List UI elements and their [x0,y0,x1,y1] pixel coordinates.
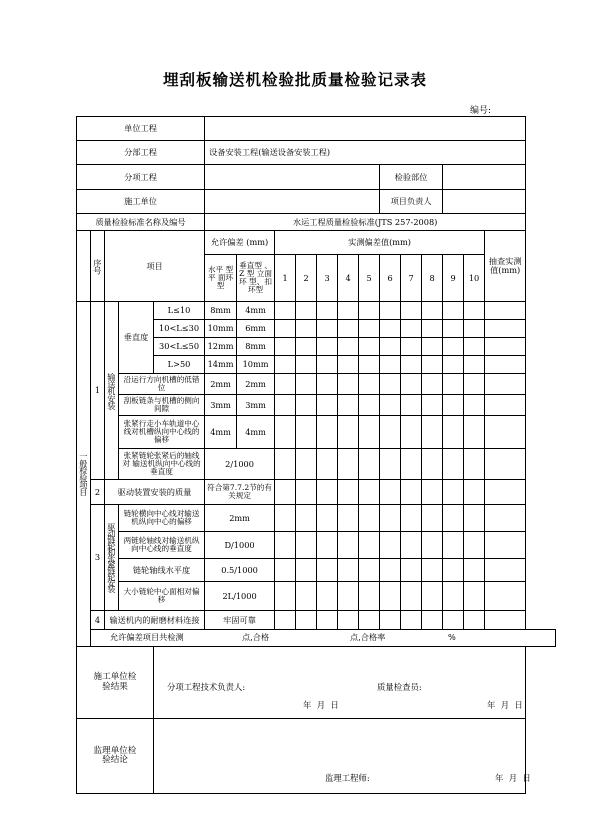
vertical-value: 3mm [237,395,275,416]
row-label: 30<L≤50 [154,338,205,356]
division-project-value[interactable]: 设备安装工程(输送设备安装工程) [205,141,526,165]
row-label: 大小链轮中心面相对偏移 [119,582,205,611]
row-label: L≤10 [154,302,205,320]
measure-cell[interactable] [296,416,317,449]
measure-cell[interactable] [275,532,296,559]
measure-cell[interactable] [317,505,338,532]
measure-cell[interactable] [422,374,443,395]
measure-cell[interactable] [359,449,380,480]
horizontal-value: 4mm [205,416,237,449]
measure-cell[interactable] [296,611,317,630]
measure-cell[interactable] [338,320,359,338]
measure-cell[interactable] [380,338,401,356]
summary-percent: % [448,631,456,642]
measure-cell[interactable] [422,338,443,356]
construction-unit-value[interactable] [205,190,380,214]
unit-project-value[interactable] [205,117,526,141]
supervision-date: 年 月 日 [495,772,531,783]
checked-cell[interactable] [485,338,526,356]
measure-cell[interactable] [275,320,296,338]
vertical-value: 8mm [237,338,275,356]
col-num-2: 2 [296,255,317,302]
measure-cell[interactable] [338,338,359,356]
checked-cell[interactable] [485,505,526,532]
measure-cell[interactable] [275,611,296,630]
measure-cell[interactable] [380,320,401,338]
measure-cell[interactable] [464,559,485,582]
measure-cell[interactable] [401,505,422,532]
col-num-1: 1 [275,255,296,302]
measure-cell[interactable] [401,320,422,338]
supervision-result-label: 监理单位检验结论 [77,719,154,794]
measure-cell[interactable] [296,395,317,416]
allowed-value: 2mm [205,505,275,532]
measure-cell[interactable] [443,374,464,395]
measure-cell[interactable] [359,302,380,320]
measure-cell[interactable] [380,395,401,416]
measure-cell[interactable] [443,356,464,374]
measure-cell[interactable] [380,374,401,395]
measure-cell[interactable] [359,532,380,559]
col-num-8: 8 [422,255,443,302]
measure-cell[interactable] [338,302,359,320]
measure-cell[interactable] [275,302,296,320]
measure-cell[interactable] [464,611,485,630]
measure-cell[interactable] [296,582,317,611]
measure-cell[interactable] [401,338,422,356]
checked-cell[interactable] [485,320,526,338]
measure-cell[interactable] [443,532,464,559]
measure-cell[interactable] [401,532,422,559]
checked-cell[interactable] [485,480,526,505]
vertical-value: 4mm [237,302,275,320]
measure-cell[interactable] [338,449,359,480]
measure-cell[interactable] [443,559,464,582]
measure-cell[interactable] [317,532,338,559]
measure-cell[interactable] [338,395,359,416]
measure-cell[interactable] [464,338,485,356]
measure-cell[interactable] [296,532,317,559]
row-label: 张紧行走小车轨道中心线对机槽纵向中心线的偏移 [119,416,205,449]
measure-cell[interactable] [296,320,317,338]
inspection-part-label: 检验部位 [380,165,443,190]
summary-label: 允许偏差项目共检测 [110,631,184,642]
checked-cell[interactable] [485,611,526,630]
measure-cell[interactable] [464,505,485,532]
measure-cell[interactable] [275,416,296,449]
general-items-section: 一般检验项目 [77,302,91,647]
measure-cell[interactable] [296,505,317,532]
measure-cell[interactable] [275,559,296,582]
allowed-value: 2/1000 [205,449,275,480]
measure-cell[interactable] [359,395,380,416]
supervision-result-area[interactable] [154,719,531,794]
measure-cell[interactable] [401,302,422,320]
measure-cell[interactable] [380,532,401,559]
measure-cell[interactable] [338,532,359,559]
checked-cell[interactable] [485,395,526,416]
measure-cell[interactable] [401,416,422,449]
allowed-value: 0.5/1000 [205,559,275,582]
col-num-7: 7 [401,255,422,302]
supervision-engineer-label: 监理工程师: [325,772,370,783]
horizontal-value: 2mm [205,374,237,395]
vertical-value: 6mm [237,320,275,338]
measure-cell[interactable] [275,480,296,505]
measure-cell[interactable] [275,505,296,532]
measure-cell[interactable] [296,559,317,582]
measure-cell[interactable] [380,449,401,480]
measure-cell[interactable] [464,582,485,611]
row-label: 沿运行方向机槽的低错位 [119,374,205,395]
measured-deviation-header: 实测偏差值(mm) [275,231,485,255]
measure-cell[interactable] [380,480,401,505]
vertical-value: 10mm [237,356,275,374]
measure-cell[interactable] [422,505,443,532]
measure-cell[interactable] [422,356,443,374]
measure-cell[interactable] [464,356,485,374]
general-items-top [77,231,91,302]
allowed-value: 牢固可靠 [205,611,275,630]
measure-cell[interactable] [275,374,296,395]
measure-cell[interactable] [380,582,401,611]
measure-cell[interactable] [443,505,464,532]
col-num-6: 6 [380,255,401,302]
measure-cell[interactable] [359,480,380,505]
horizontal-value: 8mm [205,302,237,320]
standard-label: 质量检验标准名称及编号 [77,214,205,231]
measure-cell[interactable] [380,416,401,449]
item-1-number: 1 [91,302,105,480]
standard-value: 水运工程质量检验标准(JTS 257-2008) [205,214,526,231]
form-title: 埋刮板输送机检验批质量检验记录表 [162,71,427,89]
measure-cell[interactable] [464,449,485,480]
measure-cell[interactable] [422,302,443,320]
allowed-value: 2L/1000 [205,582,275,611]
measure-cell[interactable] [422,395,443,416]
measure-cell[interactable] [338,416,359,449]
inspection-record-table [76,116,556,794]
measure-cell[interactable] [317,480,338,505]
measure-cell[interactable] [443,480,464,505]
measure-cell[interactable] [317,320,338,338]
row-label: 链轮轴线水平度 [119,559,205,582]
vertical-value: 4mm [237,416,275,449]
summary-row [91,630,556,647]
measure-cell[interactable] [317,374,338,395]
checked-cell[interactable] [485,532,526,559]
measure-cell[interactable] [338,505,359,532]
construction-result-area[interactable] [154,647,526,719]
allowed-value: D/1000 [205,532,275,559]
measure-cell[interactable] [296,302,317,320]
measure-cell[interactable] [275,395,296,416]
measure-cell[interactable] [317,416,338,449]
col-num-10: 10 [464,255,485,302]
conveyor-install-section: 输送机安装 [105,302,119,480]
measure-cell[interactable] [443,416,464,449]
measure-cell[interactable] [359,356,380,374]
measure-cell[interactable] [464,480,485,505]
construction-unit-label: 施工单位 [77,190,205,214]
measure-cell[interactable] [359,320,380,338]
measure-cell[interactable] [338,480,359,505]
measure-cell[interactable] [422,611,443,630]
measure-cell[interactable] [275,356,296,374]
measure-cell[interactable] [422,449,443,480]
measure-cell[interactable] [401,559,422,582]
measure-cell[interactable] [317,356,338,374]
row-label: 张紧链轮张紧后的轴线对 输送机纵向中心线的垂直度 [119,449,205,480]
vertical-value: 2mm [237,374,275,395]
measure-cell[interactable] [401,374,422,395]
measure-cell[interactable] [359,338,380,356]
summary-points-pass: 点,合格 [242,631,270,642]
measure-cell[interactable] [317,449,338,480]
measure-cell[interactable] [359,374,380,395]
doc-number-label: 编号: [470,106,492,116]
measure-cell[interactable] [380,559,401,582]
measure-cell[interactable] [317,302,338,320]
horizontal-value: 10mm [205,320,237,338]
measure-cell[interactable] [317,582,338,611]
measure-cell[interactable] [443,449,464,480]
measure-cell[interactable] [275,338,296,356]
measure-cell[interactable] [464,320,485,338]
measure-cell[interactable] [380,505,401,532]
checked-cell[interactable] [485,416,526,449]
measure-cell[interactable] [422,416,443,449]
measure-cell[interactable] [401,449,422,480]
tech-leader-label: 分项工程技术负责人: [167,681,246,692]
measure-cell[interactable] [422,532,443,559]
measure-cell[interactable] [296,480,317,505]
measure-cell[interactable] [443,338,464,356]
measure-cell[interactable] [464,532,485,559]
measure-cell[interactable] [443,582,464,611]
inspector-label: 质量检查员: [377,681,422,692]
measure-cell[interactable] [380,302,401,320]
construction-date-2: 年 月 日 [487,699,523,710]
checked-cell[interactable] [485,302,526,320]
item-3-number: 3 [91,505,105,611]
measure-cell[interactable] [338,559,359,582]
measure-cell[interactable] [401,480,422,505]
item-2-number: 2 [91,480,105,505]
drive-chain-section: 驱动链轮和张紧链轮安装 [105,505,119,611]
checked-cell[interactable] [485,356,526,374]
row-label: 输送机内的耐磨材料连接 [105,611,205,630]
checked-cell[interactable] [485,374,526,395]
item-header: 项目 [105,231,205,302]
item-4-number: 4 [91,611,105,630]
subdivision-project-value[interactable] [205,165,380,190]
measure-cell[interactable] [338,582,359,611]
inspection-part-value[interactable] [443,165,526,190]
measure-cell[interactable] [338,356,359,374]
measure-cell[interactable] [317,395,338,416]
measure-cell[interactable] [443,611,464,630]
measure-cell[interactable] [296,374,317,395]
measure-cell[interactable] [296,338,317,356]
measure-cell[interactable] [464,395,485,416]
measure-cell[interactable] [464,302,485,320]
measure-cell[interactable] [317,559,338,582]
seq-header: 序号 [91,231,105,302]
row-label: 刮板链条与机槽的侧向间隙 [119,395,205,416]
measure-cell[interactable] [317,338,338,356]
subdivision-project-label: 分项工程 [77,165,205,190]
measure-cell[interactable] [359,416,380,449]
row-label: L>50 [154,356,205,374]
division-project-label: 分部工程 [77,141,205,165]
measure-cell[interactable] [296,449,317,480]
row-label: 10<L≤30 [154,320,205,338]
measure-cell[interactable] [401,356,422,374]
unit-project-label: 单位工程 [77,117,205,141]
measure-cell[interactable] [443,395,464,416]
measure-cell[interactable] [380,611,401,630]
measure-cell[interactable] [317,611,338,630]
measure-cell[interactable] [338,374,359,395]
measure-cell[interactable] [443,320,464,338]
checked-value-header: 抽查实测值(mm) [485,231,526,302]
checked-cell[interactable] [485,559,526,582]
verticality-label: 垂直度 [119,302,154,374]
row-label: 两链轮轴线对输送机纵向中心线的垂直度 [119,532,205,559]
col-num-4: 4 [338,255,359,302]
measure-cell[interactable] [464,416,485,449]
measure-cell[interactable] [401,395,422,416]
measure-cell[interactable] [401,611,422,630]
measure-cell[interactable] [443,302,464,320]
measure-cell[interactable] [338,611,359,630]
measure-cell[interactable] [275,582,296,611]
col-num-3: 3 [317,255,338,302]
project-leader-value[interactable] [443,190,526,214]
measure-cell[interactable] [422,582,443,611]
col-num-9: 9 [443,255,464,302]
measure-cell[interactable] [359,505,380,532]
col-num-5: 5 [359,255,380,302]
horizontal-value: 3mm [205,395,237,416]
vertical-type-header: 垂直型 、Z 型 立面环 型、扣 环型 [237,255,275,302]
project-leader-label: 项目负责人 [380,190,443,214]
measure-cell[interactable] [464,374,485,395]
measure-cell[interactable] [422,480,443,505]
horizontal-value: 14mm [205,356,237,374]
row-label: 链轮横向中心线对输送机纵向中心的偏移 [119,505,205,532]
construction-date-1: 年 月 日 [303,699,339,710]
allowed-value: 符合第7.7.2节的有关规定 [205,480,275,505]
checked-cell[interactable] [485,449,526,480]
row-label: 驱动装置安装的质量 [105,480,205,505]
horizontal-value: 12mm [205,338,237,356]
measure-cell[interactable] [359,582,380,611]
summary-points-rate: 点,合格率 [350,631,386,642]
measure-cell[interactable] [359,559,380,582]
horizontal-type-header: 水平 型平 面环 型 [205,255,237,302]
measure-cell[interactable] [380,356,401,374]
measure-cell[interactable] [296,356,317,374]
measure-cell[interactable] [422,559,443,582]
measure-cell[interactable] [359,611,380,630]
construction-result-label: 施工单位检验结果 [77,647,154,719]
measure-cell[interactable] [401,582,422,611]
checked-cell[interactable] [485,582,526,611]
measure-cell[interactable] [422,320,443,338]
allowed-deviation-header: 允许偏差 (mm) [205,231,275,255]
measure-cell[interactable] [275,449,296,480]
